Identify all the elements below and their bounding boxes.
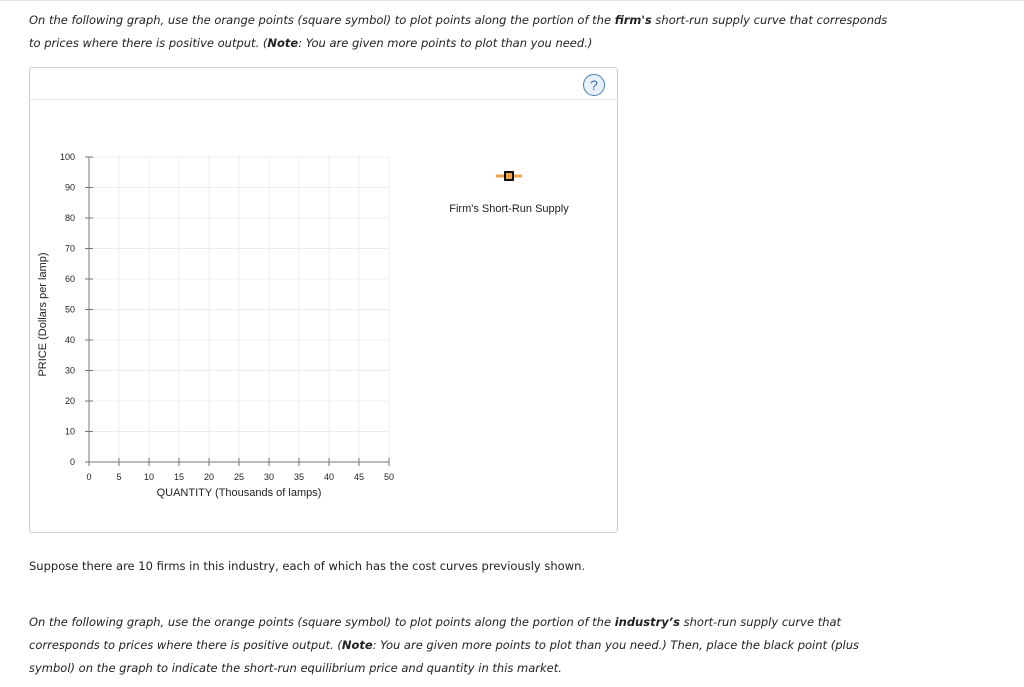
instruction-text: symbol) on the graph to indicate the short-run equilibrium price and quantity in this market. [29,661,562,675]
note-label: Note [267,36,299,50]
x-tick-label: 40 [323,472,335,482]
y-tick-label: 90 [64,182,75,193]
y-tick-label: 100 [59,152,75,162]
x-tick-label: 25 [233,472,245,482]
orange-square-tool[interactable] [505,172,513,180]
instruction-text: On the following graph, use the orange points (square symbol) to plot points along the portion of the [29,13,615,27]
instruction-firm [29,9,1009,55]
x-tick-label: 20 [203,472,215,482]
y-tick-label: 70 [64,243,75,254]
instruction-text: On the following graph, use the orange points (square symbol) to plot points along the portion of the [29,615,615,629]
instruction-text: corresponds to prices where there is positive output. ( [29,638,342,652]
instruction-bold: firm's [614,13,652,27]
y-tick-label: 40 [64,335,75,345]
graph-panel [29,67,618,533]
x-tick-label: 0 [86,472,92,482]
x-tick-label: 45 [353,472,365,482]
x-tick-label: 10 [143,472,155,482]
instruction-text: : You are given more points to plot than you need.) Then, place the black point (plus [372,638,859,652]
firm-supply-graph[interactable] [30,68,617,532]
instruction-text: to prices where there is positive output. ( [29,36,268,50]
x-tick-label: 35 [293,472,305,482]
x-tick-label: 30 [263,472,275,482]
industry-text: Suppose there are 10 firms in this industry, each of which has the cost curves previously shown. [29,559,586,573]
y-tick-label: 60 [64,274,75,284]
x-tick-label: 50 [383,472,395,482]
instruction-text: short-run supply curve that [679,615,842,629]
help-icon[interactable]: ? [583,74,605,96]
y-tick-label: 50 [64,304,75,315]
instruction-text: : You are given more points to plot than you need.) [298,36,593,50]
x-axis-label: QUANTITY (Thousands of lamps) [156,487,322,499]
instruction-bold: industry’s [614,615,680,629]
top-divider [0,0,1024,1]
y-tick-label: 80 [64,213,75,223]
y-tick-label: 30 [64,365,75,376]
x-tick-label: 5 [116,472,122,482]
instruction-text: short-run supply curve that corresponds [651,13,888,27]
y-tick-label: 10 [64,426,75,437]
legend [449,172,569,215]
y-axis-label: PRICE (Dollars per lamp) [37,252,49,377]
x-tick-label: 15 [173,472,185,482]
legend-label: Firm's Short-Run Supply [449,203,569,215]
y-tick-label: 20 [64,396,75,406]
y-tick-label: 0 [69,457,75,467]
instruction-industry [29,611,1009,680]
note-label: Note [341,638,373,652]
